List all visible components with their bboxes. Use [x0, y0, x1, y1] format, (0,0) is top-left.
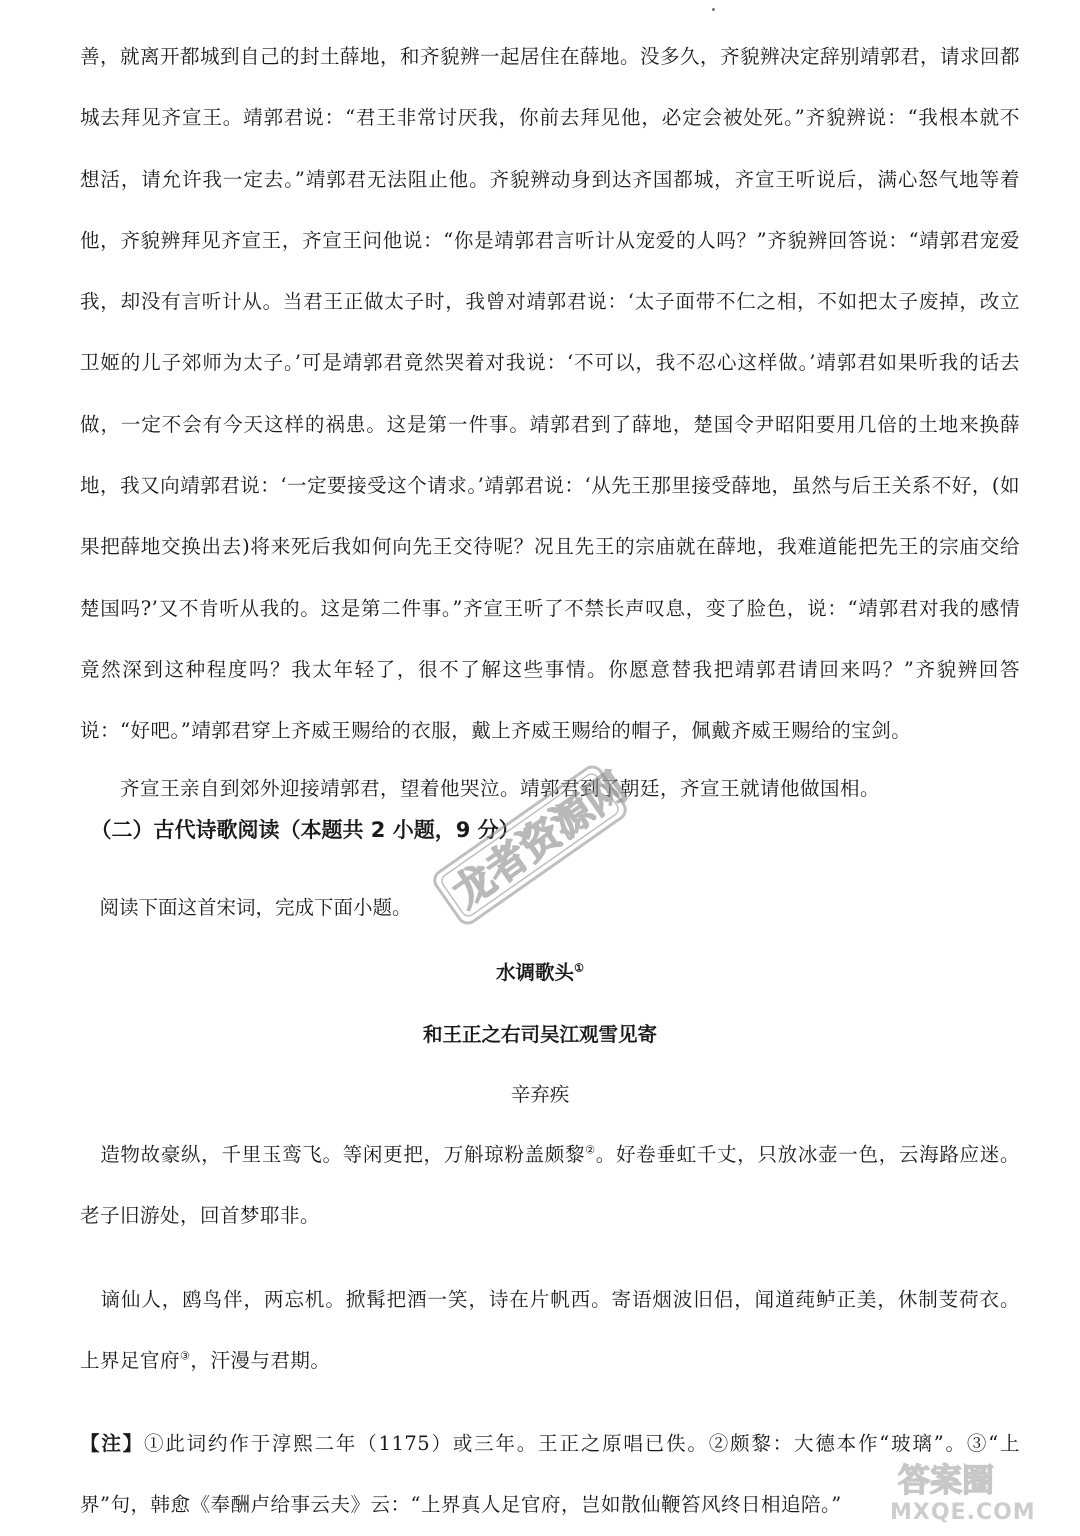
poem-stanza-2-footnote-mark: ③ — [180, 1349, 191, 1363]
poem-notes-text: ①此词约作于淳熙二年（1175）或三年。王正之原唱已佚。②颇黎：大德本作“玻璃”。③“上界”句，韩愈《奉酬卢给事云夫》云：“上界真人足官府，岂如散仙鞭笞风终日相追陪。” — [80, 1432, 1020, 1517]
poem-title-footnote-mark: ① — [574, 961, 584, 975]
poem-stanza-1-footnote-mark: ② — [585, 1143, 596, 1157]
svg-text:答案圈: 答案圈 — [898, 1461, 995, 1499]
poem-stanza-2 — [80, 1269, 1020, 1392]
poem-title-text: 水调歌头 — [496, 961, 575, 984]
poem-subtitle: 和王正之右司吴江观雪见寄 — [422, 1023, 657, 1046]
section-instruction-text: 阅读下面这首宋词，完成下面小题。 — [99, 896, 412, 919]
poem-stanza-2-part-b: ，汗漫与君期。 — [190, 1349, 331, 1373]
poem-stanza-2-part-a: 谪仙人，鸥鸟伴，两忘机。掀髯把酒一笑，诗在片帆西。寄语烟波旧侣，闻道莼鲈正美，休制芰荷衣。上界足官府 — [80, 1288, 1020, 1373]
svg-text:MXQE.COM: MXQE.COM — [890, 1500, 1036, 1525]
poem-notes-label: 【注】 — [80, 1432, 144, 1455]
poem-title — [0, 942, 1080, 1003]
passage-paragraph-2-text: 齐宣王亲自到郊外迎接靖郭君，望着他哭泣。靖郭君到了朝廷，齐宣王就请他做国相。 — [120, 777, 881, 800]
poem-stanza-1-part-b: 。好卷垂虹千丈，只放冰壶一色，云海路应迷。老子旧游处，回首梦耶非。 — [80, 1143, 1020, 1228]
section-instruction — [80, 877, 1020, 938]
watermark-stamp-text: 龙者资源网 — [445, 764, 636, 917]
passage-paragraph-1: 善，就离开都城到自己的封土薛地，和齐貌辨一起居住在薛地。没多久，齐貌辨决定辞别靖郭君，请求回都城去拜见齐宣王。靖郭君说：“君王非常讨厌我，你前去拜见他，必定会被处死。”齐貌辨说：“我根本就不想活，请允许我一定去。”靖郭君无法阻止他。齐貌辨动身到达齐国都城，齐宣王听说后，满心怒气地等着他，齐貌辨拜见齐宣王，齐宣王问他说：“你是靖郭君言听计从宠爱的人吗？”齐貌辨回答说：“靖郭君宠爱我，却没有言听计从。当君王正做太子时，我曾对靖郭君说：‘太子面带不仁之相，不如把太子废掉，改立卫姬的儿子郊师为太子。’可是靖郭君竟然哭着对我说：‘不可以，我不忍心这样做。’靖郭君如果听我的话去做，一定不会有今天这样的祸患。这是第一件事。靖郭君到了薛地，楚国令尹昭阳要用几倍的土地来换薛地，我又向靖郭君说：‘一定要接受这个请求。’靖郭君说：‘从先王那里接受薛地，虽然与后王关系不好，(如果把薛地交换出去)将来死后我如何向先王交待呢？况且先王的宗庙就在薛地，我难道能把先王的宗庙交给楚国吗?’又不肯听从我的。这是第二件事。”齐宣王听了不禁长声叹息，变了脸色，说：“靖郭君对我的感情竟然深到这种程度吗？我太年轻了，很不了解这些事情。你愿意替我把靖郭君请回来吗？”齐貌辨回答说：“好吧。”靖郭君穿上齐威王赐给的衣服，戴上齐威王赐给的帽子，佩戴齐威王赐给的宝剑。 — [80, 45, 1021, 743]
section-heading — [80, 800, 1020, 861]
scan-speck — [712, 8, 715, 11]
poem-stanza-1 — [80, 1124, 1020, 1247]
section-heading-text: （二）古代诗歌阅读（本题共 2 小题，9 分） — [101, 818, 520, 842]
poem-author: 辛弃疾 — [510, 1083, 570, 1106]
poem-stanza-1-part-a: 造物故豪纵，千里玉鸾飞。等闲更把，万斛琼粉盖颇黎 — [100, 1143, 586, 1166]
poem-notes — [80, 1413, 1020, 1536]
